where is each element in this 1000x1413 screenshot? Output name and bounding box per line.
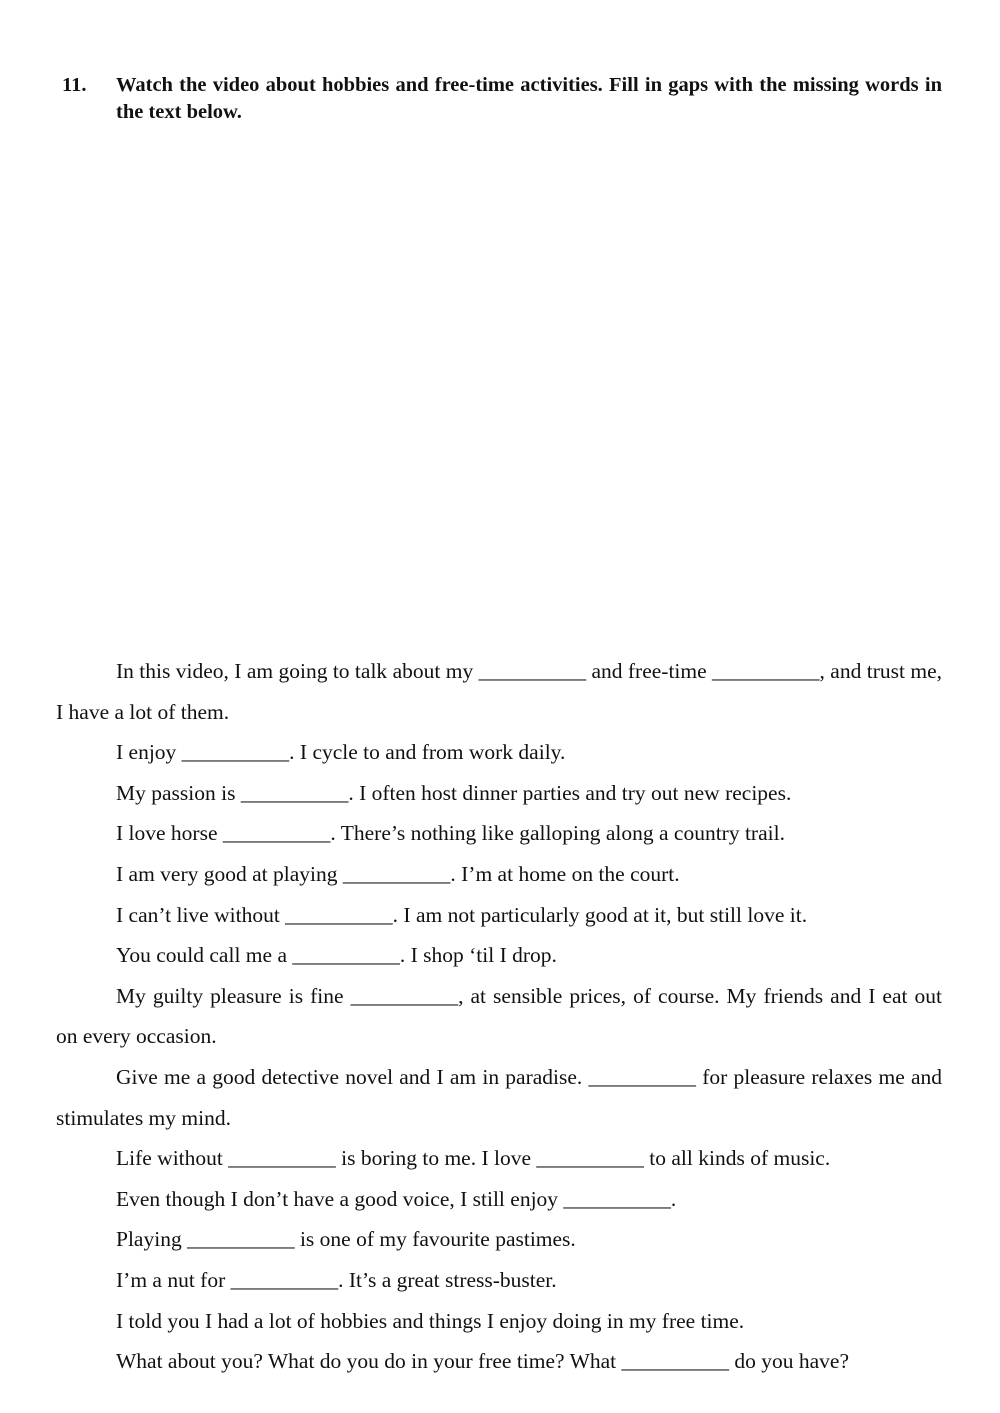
paragraph: My guilty pleasure is fine __________, at sensible prices, of course. My friends and I eat out on every occasion. [56, 983, 942, 1049]
paragraph: Playing __________ is one of my favourite pastimes. [116, 1227, 576, 1252]
paragraph: I told you I had a lot of hobbies and things I enjoy doing in my free time. [116, 1308, 745, 1333]
gap-fill-text [56, 651, 942, 1382]
paragraph: In this video, I am going to talk about my __________ and free-time __________, and trust me, I have a lot of them. [56, 659, 942, 724]
paragraph: I am very good at playing __________. I’m at home on the court. [116, 861, 680, 886]
paragraph: My passion is __________. I often host dinner parties and try out new recipes. [116, 780, 792, 805]
paragraph: Even though I don’t have a good voice, I still enjoy __________. [116, 1186, 677, 1211]
paragraph: I can’t live without __________. I am not particularly good at it, but still love it. [116, 902, 808, 927]
paragraph: Give me a good detective novel and I am in paradise. __________ for pleasure relaxes me and stimulates my mind. [56, 1064, 942, 1130]
paragraph: You could call me a __________. I shop ‘til I drop. [116, 943, 557, 968]
task-number: 11. [62, 74, 87, 96]
paragraph: Life without __________ is boring to me. I love __________ to all kinds of music. [116, 1146, 831, 1171]
video-placeholder [56, 140, 942, 640]
task-instruction: Watch the video about hobbies and free-time activities. Fill in gaps with the missing words in the text below. [116, 74, 942, 123]
paragraph: I enjoy __________. I cycle to and from work daily. [116, 740, 566, 765]
paragraph: What about you? What do you do in your free time? What __________ do you have? [116, 1349, 850, 1374]
paragraph: I’m a nut for __________. It’s a great stress-buster. [116, 1267, 557, 1292]
paragraph: I love horse __________. There’s nothing like galloping along a country trail. [116, 821, 785, 846]
